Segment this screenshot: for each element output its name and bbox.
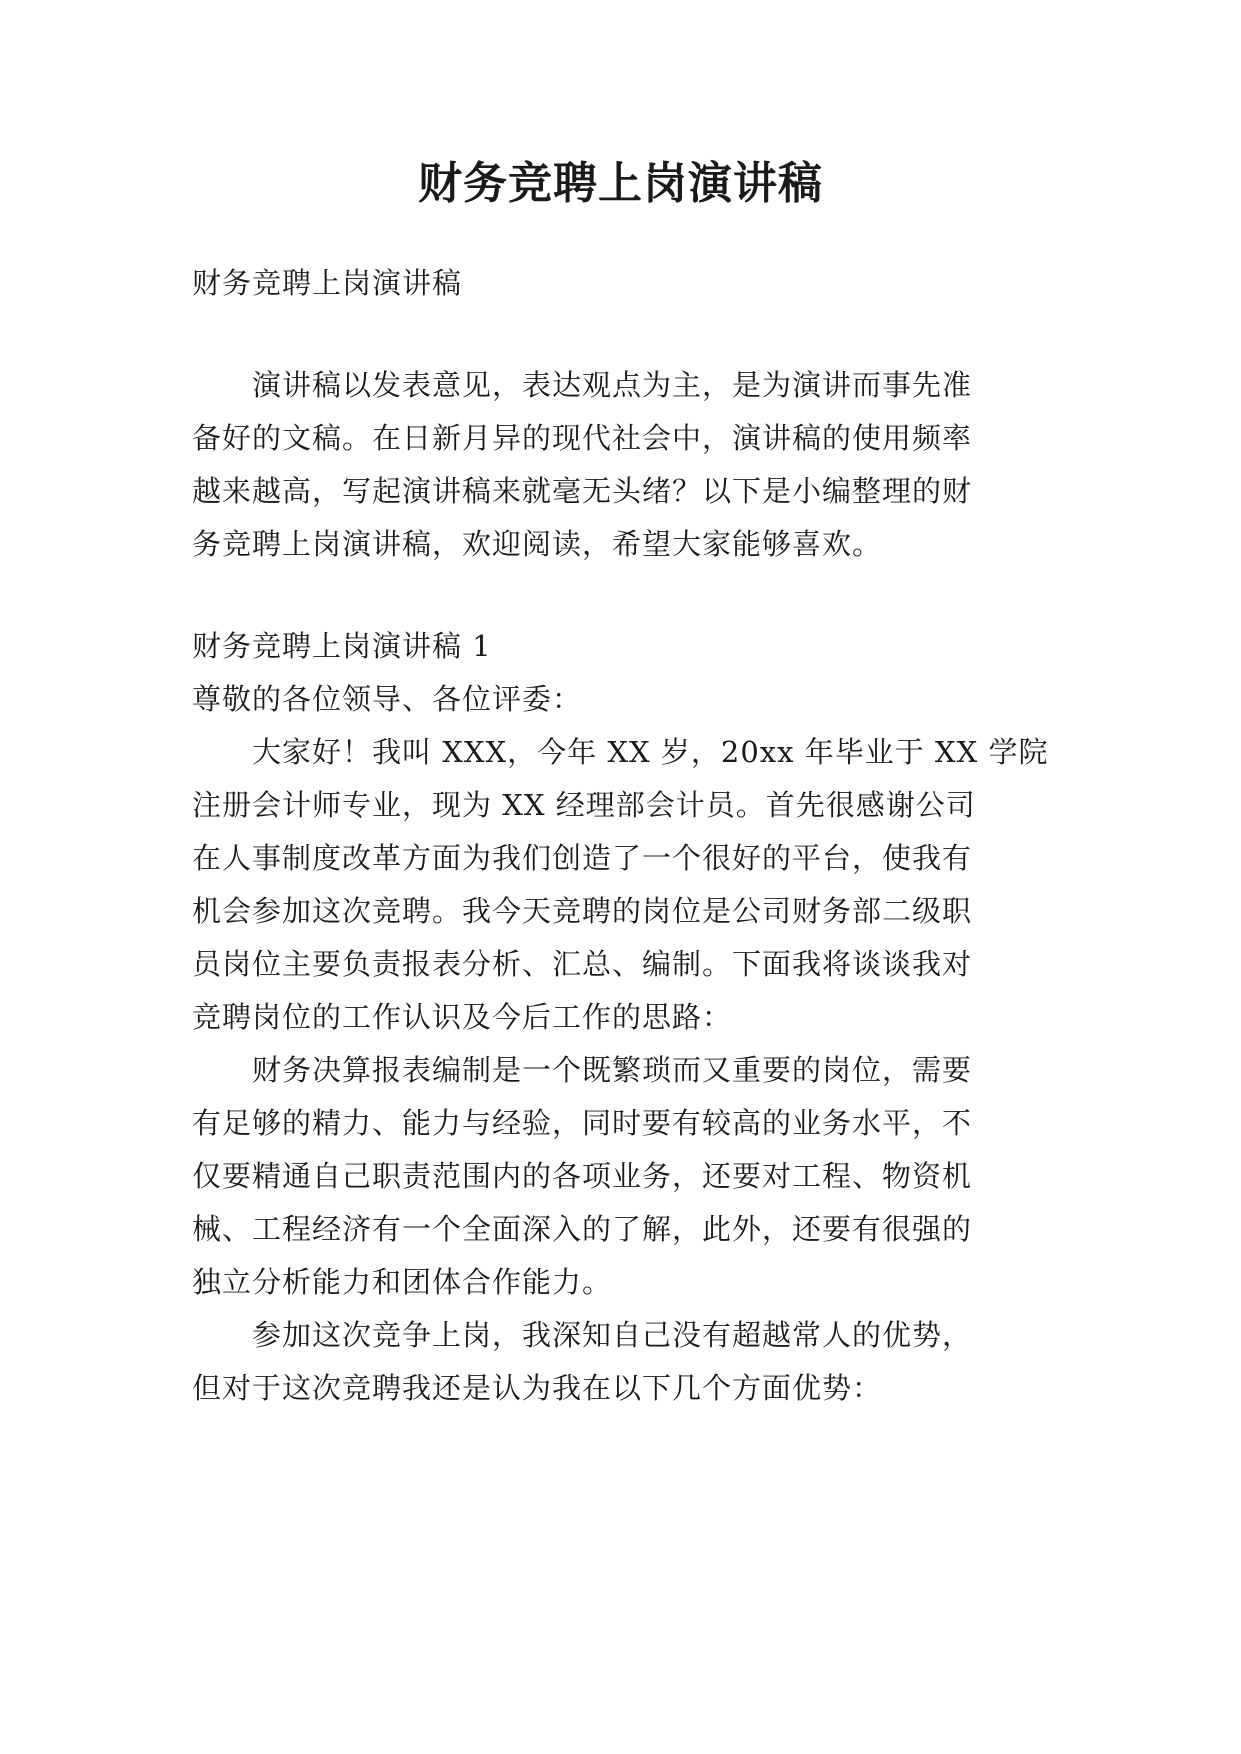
body-line-2: 注册会计师专业，现为 XX 经理部会计员。首先很感谢公司 — [192, 788, 976, 822]
body-line-8: 有足够的精力、能力与经验，同时要有较高的业务水平，不 — [192, 1106, 973, 1140]
body-line-9: 仅要精通自己职责范围内的各项业务，还要对工程、物资机 — [192, 1159, 973, 1193]
salutation-line: 尊敬的各位领导、各位评委： — [192, 682, 583, 716]
intro-line-3: 越来越高，写起演讲稿来就毫无头绪？以下是小编整理的财 — [192, 474, 973, 508]
body-line-7: 财务决算报表编制是一个既繁琐而又重要的岗位，需要 — [192, 1053, 973, 1087]
body-line-10: 械、工程经济有一个全面深入的了解，此外，还要有很强的 — [192, 1212, 973, 1246]
document-title: 财务竞聘上岗演讲稿 — [418, 158, 823, 209]
intro-line-4: 务竞聘上岗演讲稿，欢迎阅读，希望大家能够喜欢。 — [192, 527, 883, 561]
body-line-3: 在人事制度改革方面为我们创造了一个很好的平台，使我有 — [192, 841, 973, 875]
section-heading: 财务竞聘上岗演讲稿 1 — [192, 629, 492, 663]
body-line-11: 独立分析能力和团体合作能力。 — [192, 1265, 613, 1299]
subtitle-line: 财务竞聘上岗演讲稿 — [192, 266, 463, 300]
intro-line-2: 备好的文稿。在日新月异的现代社会中，演讲稿的使用频率 — [192, 421, 973, 455]
body-line-1: 大家好！我叫 XXX，今年 XX 岁，20xx 年毕业于 XX 学院 — [192, 735, 1049, 769]
intro-line-1: 演讲稿以发表意见，表达观点为主，是为演讲而事先准 — [192, 368, 973, 402]
body-line-4: 机会参加这次竞聘。我今天竞聘的岗位是公司财务部二级职 — [192, 894, 973, 928]
body-line-12: 参加这次竞争上岗，我深知自己没有超越常人的优势， — [192, 1318, 973, 1352]
body-line-6: 竞聘岗位的工作认识及今后工作的思路： — [192, 1000, 733, 1034]
body-line-5: 员岗位主要负责报表分析、汇总、编制。下面我将谈谈我对 — [192, 947, 973, 981]
body-line-13: 但对于这次竞聘我还是认为我在以下几个方面优势： — [192, 1371, 883, 1405]
